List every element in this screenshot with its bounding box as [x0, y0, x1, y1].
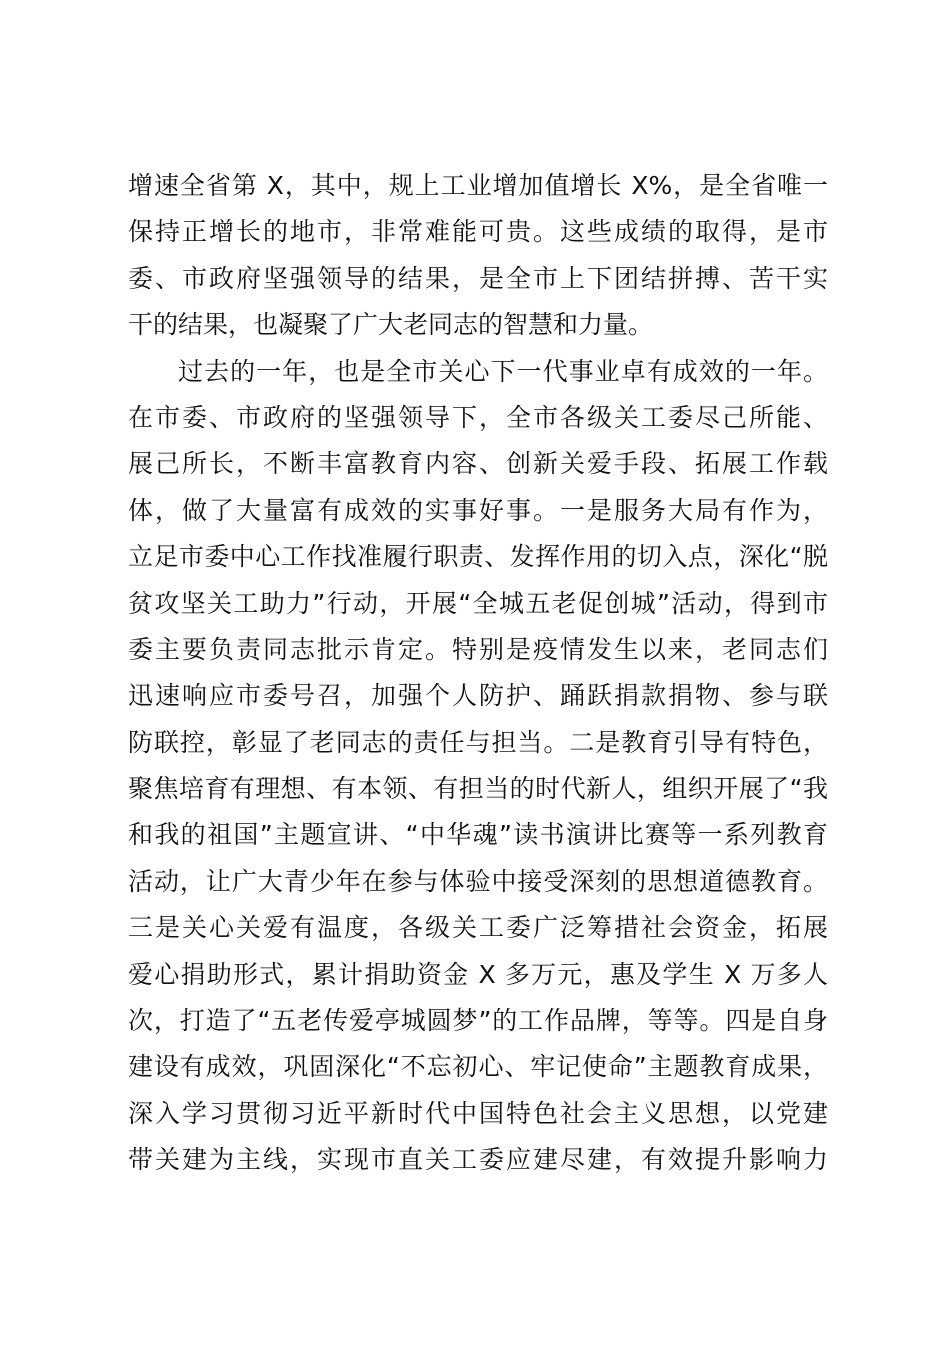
text-line: 活动，让广大青少年在参与体验中接受深刻的思想道德教育。	[128, 866, 828, 896]
text-line: 展己所长，不断丰富教育内容、创新关爱手段、拓展工作载	[128, 449, 828, 479]
text-line: 三是关心关爱有温度，各级关工委广泛筹措社会资金，拓展	[128, 913, 828, 943]
text-line: 深入学习贯彻习近平新时代中国特色社会主义思想，以党建	[128, 1098, 828, 1128]
text-line: 爱心捐助形式，累计捐助资金 X 多万元，惠及学生 X 万多人	[128, 959, 828, 989]
text-line: 建设有成效，巩固深化“不忘初心、牢记使命”主题教育成果，	[128, 1052, 828, 1082]
text-line: 增速全省第 X，其中，规上工业增加值增长 X%，是全省唯一	[128, 171, 828, 200]
text-line: 委、市政府坚强领导的结果，是全市上下团结拼搏、苦干实	[128, 263, 828, 293]
text-line: 干的结果，也凝聚了广大老同志的智慧和力量。	[128, 310, 654, 340]
paragraph-first-line: 过去的一年，也是全市关心下一代事业卓有成效的一年。	[178, 356, 828, 386]
text-line: 防联控，彰显了老同志的责任与担当。二是教育引导有特色，	[128, 727, 828, 757]
text-line: 体，做了大量富有成效的实事好事。一是服务大局有作为，	[128, 495, 828, 525]
text-line: 次，打造了“五老传爱亭城圆梦”的工作品牌，等等。四是自身	[128, 1006, 828, 1036]
text-line: 立足市委中心工作找准履行职责、发挥作用的切入点，深化“脱	[128, 542, 828, 572]
text-line: 保持正增长的地市，非常难能可贵。这些成绩的取得，是市	[128, 217, 828, 247]
text-line: 聚焦培育有理想、有本领、有担当的时代新人，组织开展了“我	[128, 774, 828, 804]
text-line: 贫攻坚关工助力”行动，开展“全城五老促创城”活动，得到市	[128, 588, 828, 618]
text-line: 和我的祖国”主题宣讲、“中华魂”读书演讲比赛等一系列教育	[128, 820, 828, 850]
text-line: 在市委、市政府的坚强领导下，全市各级关工委尽己所能、	[128, 402, 828, 432]
text-line: 委主要负责同志批示肯定。特别是疫情发生以来，老同志们	[128, 634, 828, 664]
text-line: 迅速响应市委号召，加强个人防护、踊跃捐款捐物、参与联	[128, 681, 828, 711]
text-line: 带关建为主线，实现市直关工委应建尽建，有效提升影响力	[128, 1145, 828, 1175]
body-text	[128, 163, 828, 1184]
